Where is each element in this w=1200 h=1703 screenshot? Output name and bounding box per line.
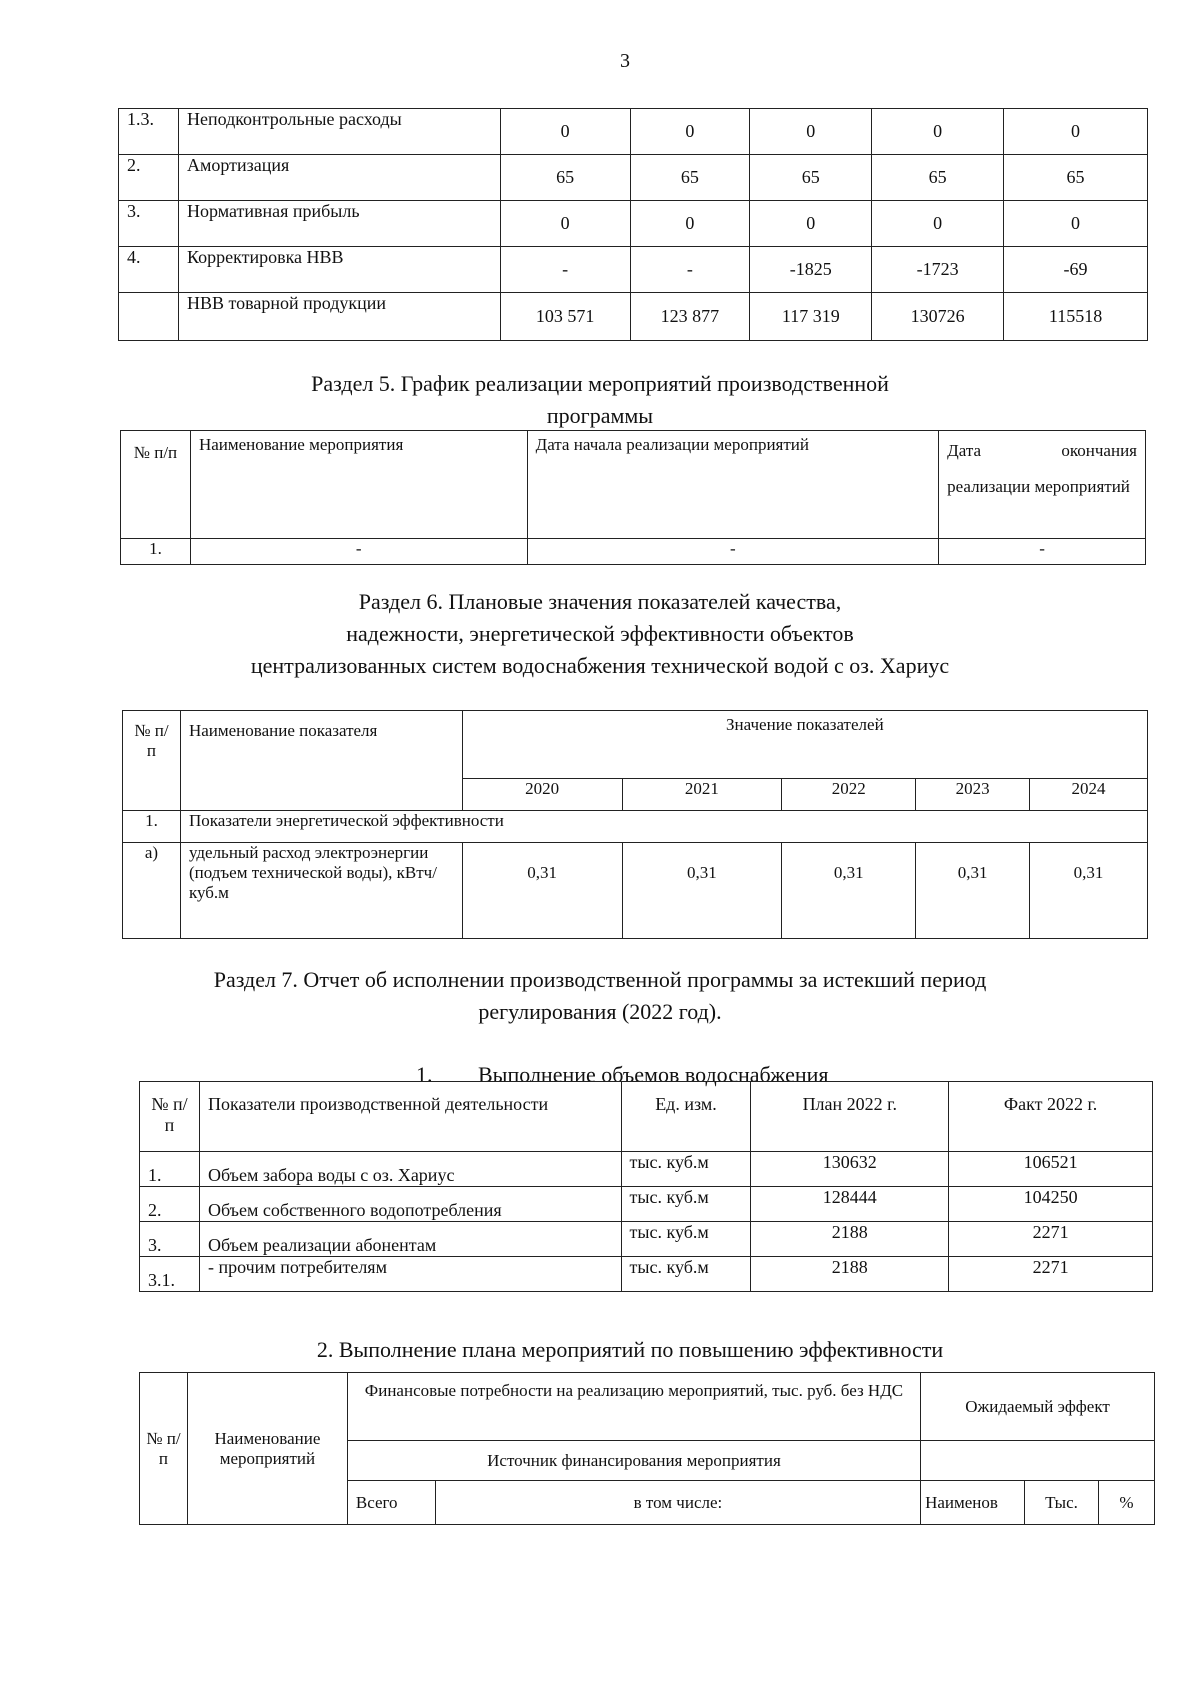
cell: 123 877 xyxy=(630,293,750,341)
header-num: № п/п xyxy=(121,431,191,539)
row-name: Объем забора воды с оз. Хариус xyxy=(199,1152,621,1187)
table-row xyxy=(140,1187,1153,1222)
row-name: Неподконтрольные расходы xyxy=(178,109,500,155)
cell: 0 xyxy=(1004,109,1148,155)
table-row xyxy=(119,109,1148,155)
cell: 0 xyxy=(750,201,872,247)
cell: 0 xyxy=(872,201,1004,247)
header-unit: Ед. изм. xyxy=(621,1082,751,1152)
table-row xyxy=(119,201,1148,247)
group-num: 1. xyxy=(123,811,181,843)
header-total: Всего xyxy=(347,1481,435,1525)
header-effect-spacer xyxy=(921,1441,1155,1481)
cell: 0,31 xyxy=(622,843,782,939)
cell: 0,31 xyxy=(462,843,622,939)
section7-volume-table xyxy=(139,1081,1153,1292)
section6-table xyxy=(122,710,1148,939)
cell: -69 xyxy=(1004,247,1148,293)
cell: 65 xyxy=(872,155,1004,201)
header-start: Дата начала реализации мероприятий xyxy=(527,431,939,539)
year-2023: 2023 xyxy=(916,779,1030,811)
cell: 0 xyxy=(872,109,1004,155)
table-row xyxy=(121,539,1146,565)
row-fact: 106521 xyxy=(949,1152,1153,1187)
cell: 0,31 xyxy=(1030,843,1148,939)
row-num: 1. xyxy=(121,539,191,565)
row-name: Амортизация xyxy=(178,155,500,201)
table-row xyxy=(140,1257,1153,1292)
section7-title-line1: Раздел 7. Отчет об исполнении производственной программы за истекший период xyxy=(213,967,987,992)
header-source: Источник финансирования мероприятия xyxy=(347,1441,920,1481)
header-num: № п/п xyxy=(140,1082,200,1152)
row-plan: 2188 xyxy=(751,1257,949,1292)
subsection1-num: 1. xyxy=(416,1062,433,1087)
cell: 65 xyxy=(500,155,630,201)
row-name: Корректировка НВВ xyxy=(178,247,500,293)
table-header-row xyxy=(140,1082,1153,1152)
table-row xyxy=(119,247,1148,293)
header-values: Значение показателей xyxy=(462,711,1147,779)
header-num: № п/п xyxy=(140,1373,188,1525)
cell: 0 xyxy=(630,109,750,155)
section5-title xyxy=(0,368,1200,432)
row-unit: тыс. куб.м xyxy=(621,1152,751,1187)
section6-title-line1: Раздел 6. Плановые значения показателей качества, xyxy=(358,589,842,614)
cell: 0 xyxy=(750,109,872,155)
table-group-row xyxy=(123,811,1148,843)
header-num: № п/п xyxy=(123,711,181,811)
header-eff-percent: % xyxy=(1098,1481,1154,1525)
page-number: 3 xyxy=(620,50,630,72)
row-num: 3. xyxy=(140,1222,200,1257)
cell: 65 xyxy=(1004,155,1148,201)
row-num: 4. xyxy=(119,247,179,293)
cell: 0,31 xyxy=(916,843,1030,939)
year-2021: 2021 xyxy=(622,779,782,811)
section5-title-line1: Раздел 5. График реализации мероприятий производственной xyxy=(311,371,889,396)
section7-title xyxy=(0,964,1200,1028)
year-2020: 2020 xyxy=(462,779,622,811)
row-unit: тыс. куб.м xyxy=(621,1257,751,1292)
section5-table xyxy=(120,430,1146,565)
cell: 0,31 xyxy=(782,843,916,939)
row-num: 2. xyxy=(140,1187,200,1222)
cell: 0 xyxy=(500,201,630,247)
cell: 103 571 xyxy=(500,293,630,341)
section5-title-line2: программы xyxy=(546,403,654,428)
row-name: Объем реализации абонентам xyxy=(199,1222,621,1257)
table-row xyxy=(119,155,1148,201)
row-name: Нормативная прибыль xyxy=(178,201,500,247)
row-num: 3.1. xyxy=(140,1257,200,1292)
header-eff-thousand: Тыс. xyxy=(1025,1481,1099,1525)
row-num xyxy=(119,293,179,341)
cell: 0 xyxy=(630,201,750,247)
row-plan: 128444 xyxy=(751,1187,949,1222)
header-effect: Ожидаемый эффект xyxy=(921,1373,1155,1441)
row-num: 1. xyxy=(140,1152,200,1187)
nvv-table xyxy=(118,108,1148,341)
row-unit: тыс. куб.м xyxy=(621,1187,751,1222)
row-fact: 2271 xyxy=(949,1257,1153,1292)
table-row xyxy=(119,293,1148,341)
table-header-row xyxy=(123,711,1148,779)
row-name: Объем собственного водопотребления xyxy=(199,1187,621,1222)
cell: -1825 xyxy=(750,247,872,293)
group-label: Показатели энергетической эффективности xyxy=(180,811,1147,843)
section7-efficiency-table xyxy=(139,1372,1155,1525)
section6-title xyxy=(0,586,1200,682)
cell: 117 319 xyxy=(750,293,872,341)
section7-title-line2: регулирования (2022 год). xyxy=(478,999,722,1024)
header-incl: в том числе: xyxy=(435,1481,920,1525)
table-row xyxy=(140,1222,1153,1257)
header-name: Наименование мероприятия xyxy=(190,431,527,539)
header-name: Показатели производственной деятельности xyxy=(199,1082,621,1152)
subsection2-title: 2. Выполнение плана мероприятий по повышению эффективности xyxy=(316,1337,944,1362)
table-row xyxy=(123,843,1148,939)
row-name: - прочим потребителям xyxy=(199,1257,621,1292)
table-header-row xyxy=(121,431,1146,539)
subsection1-label: Выполнение объемов водоснабжения xyxy=(478,1062,829,1087)
row-num: 3. xyxy=(119,201,179,247)
row-fact: 2271 xyxy=(949,1222,1153,1257)
section6-title-line2: надежности, энергетической эффективности объектов xyxy=(346,621,854,646)
row-plan: 130632 xyxy=(751,1152,949,1187)
header-name: Наименование мероприятий xyxy=(187,1373,347,1525)
row-num: 1.3. xyxy=(119,109,179,155)
row-num: а) xyxy=(123,843,181,939)
cell: - xyxy=(500,247,630,293)
cell: 65 xyxy=(630,155,750,201)
header-end: Дата окончания реализации мероприятий xyxy=(939,431,1146,539)
row-start: - xyxy=(527,539,939,565)
cell: -1723 xyxy=(872,247,1004,293)
row-end: - xyxy=(939,539,1146,565)
table-row xyxy=(140,1152,1153,1187)
header-eff-name: Наименов xyxy=(921,1481,1025,1525)
cell: 0 xyxy=(500,109,630,155)
row-name: - xyxy=(190,539,527,565)
cell: 65 xyxy=(750,155,872,201)
table-header-row xyxy=(140,1373,1155,1441)
cell: 115518 xyxy=(1004,293,1148,341)
row-name: удельный расход электроэнергии (подъем технической воды), кВтч/куб.м xyxy=(180,843,462,939)
cell: 130726 xyxy=(872,293,1004,341)
header-fact: Факт 2022 г. xyxy=(949,1082,1153,1152)
row-name: НВВ товарной продукции xyxy=(178,293,500,341)
row-num: 2. xyxy=(119,155,179,201)
cell: - xyxy=(630,247,750,293)
header-plan: План 2022 г. xyxy=(751,1082,949,1152)
row-unit: тыс. куб.м xyxy=(621,1222,751,1257)
header-name: Наименование показателя xyxy=(180,711,462,811)
year-2022: 2022 xyxy=(782,779,916,811)
header-fin: Финансовые потребности на реализацию мероприятий, тыс. руб. без НДС xyxy=(347,1373,920,1441)
section6-title-line3: централизованных систем водоснабжения технической водой с оз. Хариус xyxy=(250,653,950,678)
cell: 0 xyxy=(1004,201,1148,247)
row-fact: 104250 xyxy=(949,1187,1153,1222)
row-plan: 2188 xyxy=(751,1222,949,1257)
year-2024: 2024 xyxy=(1030,779,1148,811)
